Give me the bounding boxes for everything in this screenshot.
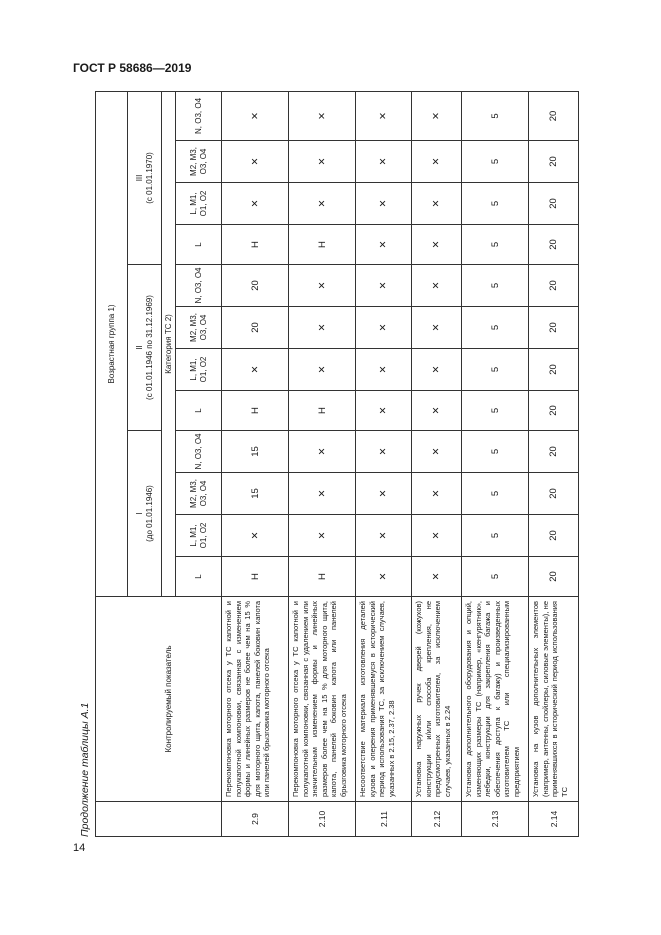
value-cell: 20 [529, 141, 579, 183]
control-indicator-header [96, 597, 128, 802]
row-description: Установка на кузов дополнительных элементов (например, антенны, спойлеры, силовые элементы), не применявшихся в исторический период использования ТС [529, 597, 579, 802]
value-cell: ✕ [289, 515, 356, 557]
value-cell: ✕ [412, 307, 462, 349]
value-cell: 20 [529, 307, 579, 349]
num-header-cell [96, 802, 128, 837]
value-cell: ✕ [356, 265, 412, 307]
value-cell: ✕ [412, 431, 462, 473]
value-cell: 20 [529, 349, 579, 391]
value-cell: ✕ [412, 183, 462, 225]
value-cell: 20 [529, 515, 579, 557]
value-cell: ✕ [412, 141, 462, 183]
table-row [529, 91, 579, 836]
value-cell: Н [289, 225, 356, 265]
value-cell: 20 [529, 225, 579, 265]
category-subcol-header: L, M1, O1, O2 [176, 183, 222, 225]
value-cell: 20 [529, 183, 579, 225]
value-cell: ✕ [289, 91, 356, 140]
value-cell: ✕ [356, 225, 412, 265]
value-cell: ✕ [412, 91, 462, 140]
value-cell: 5 [462, 265, 529, 307]
value-cell: 5 [462, 349, 529, 391]
category-subcol-header: L [176, 557, 222, 597]
value-cell: ✕ [289, 473, 356, 515]
value-cell: ✕ [289, 307, 356, 349]
category-header: Категория ТС 2) [162, 91, 176, 596]
control-header-bottom [176, 597, 222, 802]
value-cell: ✕ [289, 431, 356, 473]
value-cell: ✕ [356, 557, 412, 597]
row-number: 2.9 [222, 802, 289, 837]
value-cell: ✕ [356, 141, 412, 183]
value-cell: 5 [462, 225, 529, 265]
control-header-spacer [128, 597, 162, 802]
table-row [462, 91, 529, 836]
category-subcol-header: L [176, 391, 222, 431]
rotated-table-area [77, 90, 569, 837]
group-1-header: I (до 01.01.1946) [128, 431, 162, 597]
value-cell: 5 [462, 183, 529, 225]
row-description: Установка дополнительного оборудования и опций, изменяющих размеры ТС (например, «кенгурятник», лебедки, конструкции для закрепления багажа и обеспечения доступа к багажу) и произведенных изготовителем ТС или специализированным предприятием [462, 597, 529, 802]
value-cell: 5 [462, 307, 529, 349]
indicator-table [95, 91, 579, 837]
value-cell: ✕ [356, 431, 412, 473]
category-subcol-header: N, O3, O4 [176, 431, 222, 473]
value-cell: 5 [462, 431, 529, 473]
row-number: 2.13 [462, 802, 529, 837]
value-cell: ✕ [289, 265, 356, 307]
table-row [222, 91, 289, 836]
row-number: 2.14 [529, 802, 579, 837]
value-cell: ✕ [356, 307, 412, 349]
row-number: 2.11 [356, 802, 412, 837]
value-cell: 20 [529, 557, 579, 597]
value-cell: ✕ [412, 391, 462, 431]
category-subcol-header: M2, M3, O3, O4 [176, 307, 222, 349]
num-header-bottom [176, 802, 222, 837]
value-cell: 20 [222, 265, 289, 307]
value-cell: ✕ [412, 515, 462, 557]
value-cell: Н [222, 391, 289, 431]
value-cell: ✕ [222, 183, 289, 225]
category-subcol-header: N, O3, O4 [176, 265, 222, 307]
group-3-header: III (с 01.01.1970) [128, 91, 162, 264]
value-cell: Н [222, 557, 289, 597]
value-cell: ✕ [289, 183, 356, 225]
value-cell: ✕ [412, 557, 462, 597]
value-cell: 20 [529, 391, 579, 431]
value-cell: Н [222, 225, 289, 265]
value-cell: ✕ [356, 515, 412, 557]
num-header-spacer-2 [162, 802, 176, 837]
num-header-spacer [128, 802, 162, 837]
value-cell: 20 [529, 473, 579, 515]
value-cell: 15 [222, 431, 289, 473]
value-cell: ✕ [222, 91, 289, 140]
value-cell: ✕ [356, 473, 412, 515]
category-subcol-header: M2, M3, O3, O4 [176, 141, 222, 183]
category-subcol-header: L, M1, O1, O2 [176, 349, 222, 391]
value-cell: 15 [222, 473, 289, 515]
category-subcol-header: L [176, 225, 222, 265]
row-description: Перекомпоновка моторного отсека у ТС капотной и полукапотной компоновки, связанная с изменением формы и линейных размеров не более чем на 15 % для моторного щита, капота, панелей боковин капота или панелей брызговика моторного отсека [222, 597, 289, 802]
value-cell: ✕ [412, 473, 462, 515]
value-cell: 5 [462, 515, 529, 557]
row-number: 2.10 [289, 802, 356, 837]
value-cell: ✕ [356, 91, 412, 140]
value-cell: Н [289, 557, 356, 597]
value-cell: ✕ [356, 349, 412, 391]
category-subcol-header: L, M1, O1, O2 [176, 515, 222, 557]
value-cell: 20 [529, 431, 579, 473]
table-caption: Продолжение таблицы А.1 [79, 702, 91, 837]
value-cell: ✕ [356, 391, 412, 431]
value-cell: ✕ [412, 225, 462, 265]
value-cell: 5 [462, 91, 529, 140]
value-cell: ✕ [356, 183, 412, 225]
row-description: Установка наружных ручек дверей (кожухов) конструкции и/или способа крепления, не предусмотренных изготовителем, за исключением случаев, указанных в 2.24 [412, 597, 462, 802]
value-cell: 5 [462, 557, 529, 597]
table-row [412, 91, 462, 836]
category-subcol-header: N, O3, O4 [176, 91, 222, 140]
value-cell: 20 [529, 91, 579, 140]
value-cell: ✕ [222, 141, 289, 183]
age-group-header: Возрастная группа 1) [96, 91, 128, 596]
table-row [356, 91, 412, 836]
value-cell: 20 [529, 265, 579, 307]
document-header-title: ГОСТ Р 58686—2019 [73, 61, 192, 75]
value-cell: ✕ [222, 515, 289, 557]
value-cell: 20 [222, 307, 289, 349]
page-number: 14 [73, 842, 86, 854]
value-cell: ✕ [412, 265, 462, 307]
value-cell: 5 [462, 391, 529, 431]
value-cell: ✕ [289, 141, 356, 183]
control-header-label: Контролируемый показатель [162, 597, 176, 802]
category-subcol-header: M2, M3, O3, O4 [176, 473, 222, 515]
value-cell: Н [289, 391, 356, 431]
group-2-header: II (с 01.01.1946 по 31.12.1969) [128, 265, 162, 431]
value-cell: 5 [462, 141, 529, 183]
value-cell: ✕ [222, 349, 289, 391]
table-row [289, 91, 356, 836]
row-number: 2.12 [412, 802, 462, 837]
value-cell: ✕ [412, 349, 462, 391]
value-cell: ✕ [289, 349, 356, 391]
row-description: Перекомпоновка моторного отсека у ТС капотной и полукапотной компоновки, связанная с удалением или значительным изменением формы и линейных размеров более чем на 15 % для моторного щита, капота, панелей боковин капота или панелей брызговика моторного отсека [289, 597, 356, 802]
value-cell: 5 [462, 473, 529, 515]
row-description: Несоответствие материала изготовления деталей кузова и оперения применявшемуся в исторический период использования ТС, за исключением случаев, указанных в 2.15, 2.37, 2.38 [356, 597, 412, 802]
